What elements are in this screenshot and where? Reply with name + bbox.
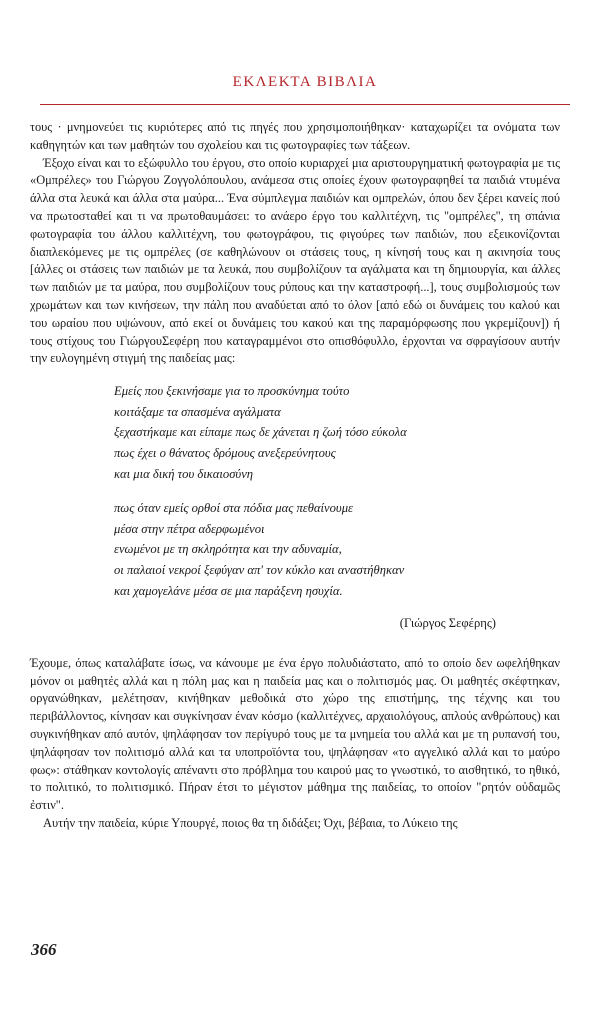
poem-line: πως έχει ο θάνατος δρόμους ανεξερεύνητους [114,445,336,460]
poem-line: μέσα στην πέτρα αδερφωμένοι [114,521,265,536]
header-rule [40,104,570,105]
paragraph: Έξοχο είναι και το εξώφυλλο του έργου, στο οποίο κυριαρχεί μια αριστουργηματική φωτογραφία με τις «Ομπρέλες» του Γιώργου Ζογγολόπουλου, ανάμεσα στις οποίες έχουν φωτογραφηθεί τα παιδιά ντυμένα άλλα στα λευκά και άλλα στα μαύρα... Ένα σύμπλεγμα παιδιών και ομπρελών, όπου δεν ξέρει κανείς πού να πρωτοσταθεί και τι να πρωτοθαυμάσει: το ανάερο έργο του καλλιτέχνη, τις "ομπρέλες", τη σπάνια φωτογραφία του άλλου καλλιτέχνη, του φωτογράφου, τις φιγούρες των παιδιών, που εξεικονίζονται διαπλεκόμενες με τις ομπρέλες (σε καθηλώνουν οι στάσεις τους, η κίνησή τους και η ακινησία τους [άλλες οι στάσεις των παιδιών με τα λευκά, που συμβολίζουν τα αγάλματα και τη δημιουργία, και άλλες των παιδιών με τα μαύρα, που συμβολίζουν τους ρύπους και την καταστροφή...], τους συμβολισμούς των χρωμάτων και των κινήσεων, την πάλη που αναδύεται από το όλον [από εδώ οι δυνάμεις του καλού και του ωραίου που υψώνουν, από εκεί οι δυνάμεις του κακού και της παραμόρφωσης που γκρεμίζουν]) ή τους στίχους του ΓιώργουΣεφέρη που καταγραμμένοι στο οπισθόφυλλο, έρχονται να σφραγίσουν αυτήν την ευλογημένη στιγμή της παιδείας μας: [30,155,560,366]
main-text [30,119,560,833]
poem-stanza [114,498,560,601]
poem-line: ενωμένοι με τη σκληρότητα και την αδυναμία, [114,542,342,557]
poem-line: Εμείς που ξεκινήσαμε για το προσκύνημα τούτο [114,384,350,399]
poem-line: και χαμογελάνε μέσα σε μια παράξενη ησυχία. [114,583,343,598]
paragraph: Έχουμε, όπως καταλάβατε ίσως, να κάνουμε με ένα έργο πολυδιάστατο, από το οποίο δεν ωφελήθηκαν μόνον οι μαθητές αλλά και η πόλη μας και η παιδεία μας και ο πολιτισμός μας. Οι μαθητές σκέφτηκαν, οργανώθηκαν, μελέτησαν, κινήθηκαν μεθοδικά στο χώρο της επιστήμης, της τέχνης και του περιβάλλοντος, κίνησαν και συγκίνησαν έναν κόσμο (καλλιτέχνες, αρχαιολόγους, απλούς ανθρώπους) και συγκινήθηκαν από αυτόν, ψηλάφησαν τον περίγυρό τους με τα μνημεία του αλλά και με τη ρυπανσή του, ψηλάφησαν τον πολιτισμό αλλά και τα υποπροϊόντα του, ψηλάφησαν «το αγγελικό αλλά και το μαύρο φως»: στάθηκαν κοντολογίς απέναντι στο πρόβλημα του καιρού μας το γνωστικό, το αισθητικό, το ηθικό, το πολιτικό, το πολιτισμικό. Πήραν έτσι το μέγιστον μάθημα της παιδείας, το οποίον "ρητόν οὐδαμῶς ἐστιν". [30,655,560,813]
page-number: 366 [31,940,57,959]
poem-line: ξεχαστήκαμε και είπαμε πως δε χάνεται η ζωή τόσο εύκολα [114,425,407,440]
poem-line: οι παλαιοί νεκροί ξεφύγαν απ' τον κύκλο και αναστήθηκαν [114,562,405,577]
poem-line: πως όταν εμείς ορθοί στα πόδια μας πεθαίνουμε [114,501,353,516]
poem-author: (Γιώργος Σεφέρης) [399,616,496,631]
poem-line: κοιτάξαμε τα σπασμένα αγάλματα [114,404,281,419]
paragraph: τους · μνημονεύει τις κυριότερες από τις πηγές που χρησιμοποιήθηκαν· καταχωρίζει τα ονόματα των καθηγητών και των μαθητών του σχολείου και τις φωτογραφίες των τάξεων. [30,120,560,152]
paragraph: Αυτήν την παιδεία, κύριε Υπουργέ, ποιος θα τη διδάξει; Όχι, βέβαια, το Λύκειο της [43,816,458,831]
poem-line: και μια δική του δικαιοσύνη [114,466,254,481]
poem [114,381,560,601]
running-header: ΕΚΛΕΚΤΑ ΒΙΒΛΙΑ [232,74,378,90]
poem-stanza [114,381,560,484]
